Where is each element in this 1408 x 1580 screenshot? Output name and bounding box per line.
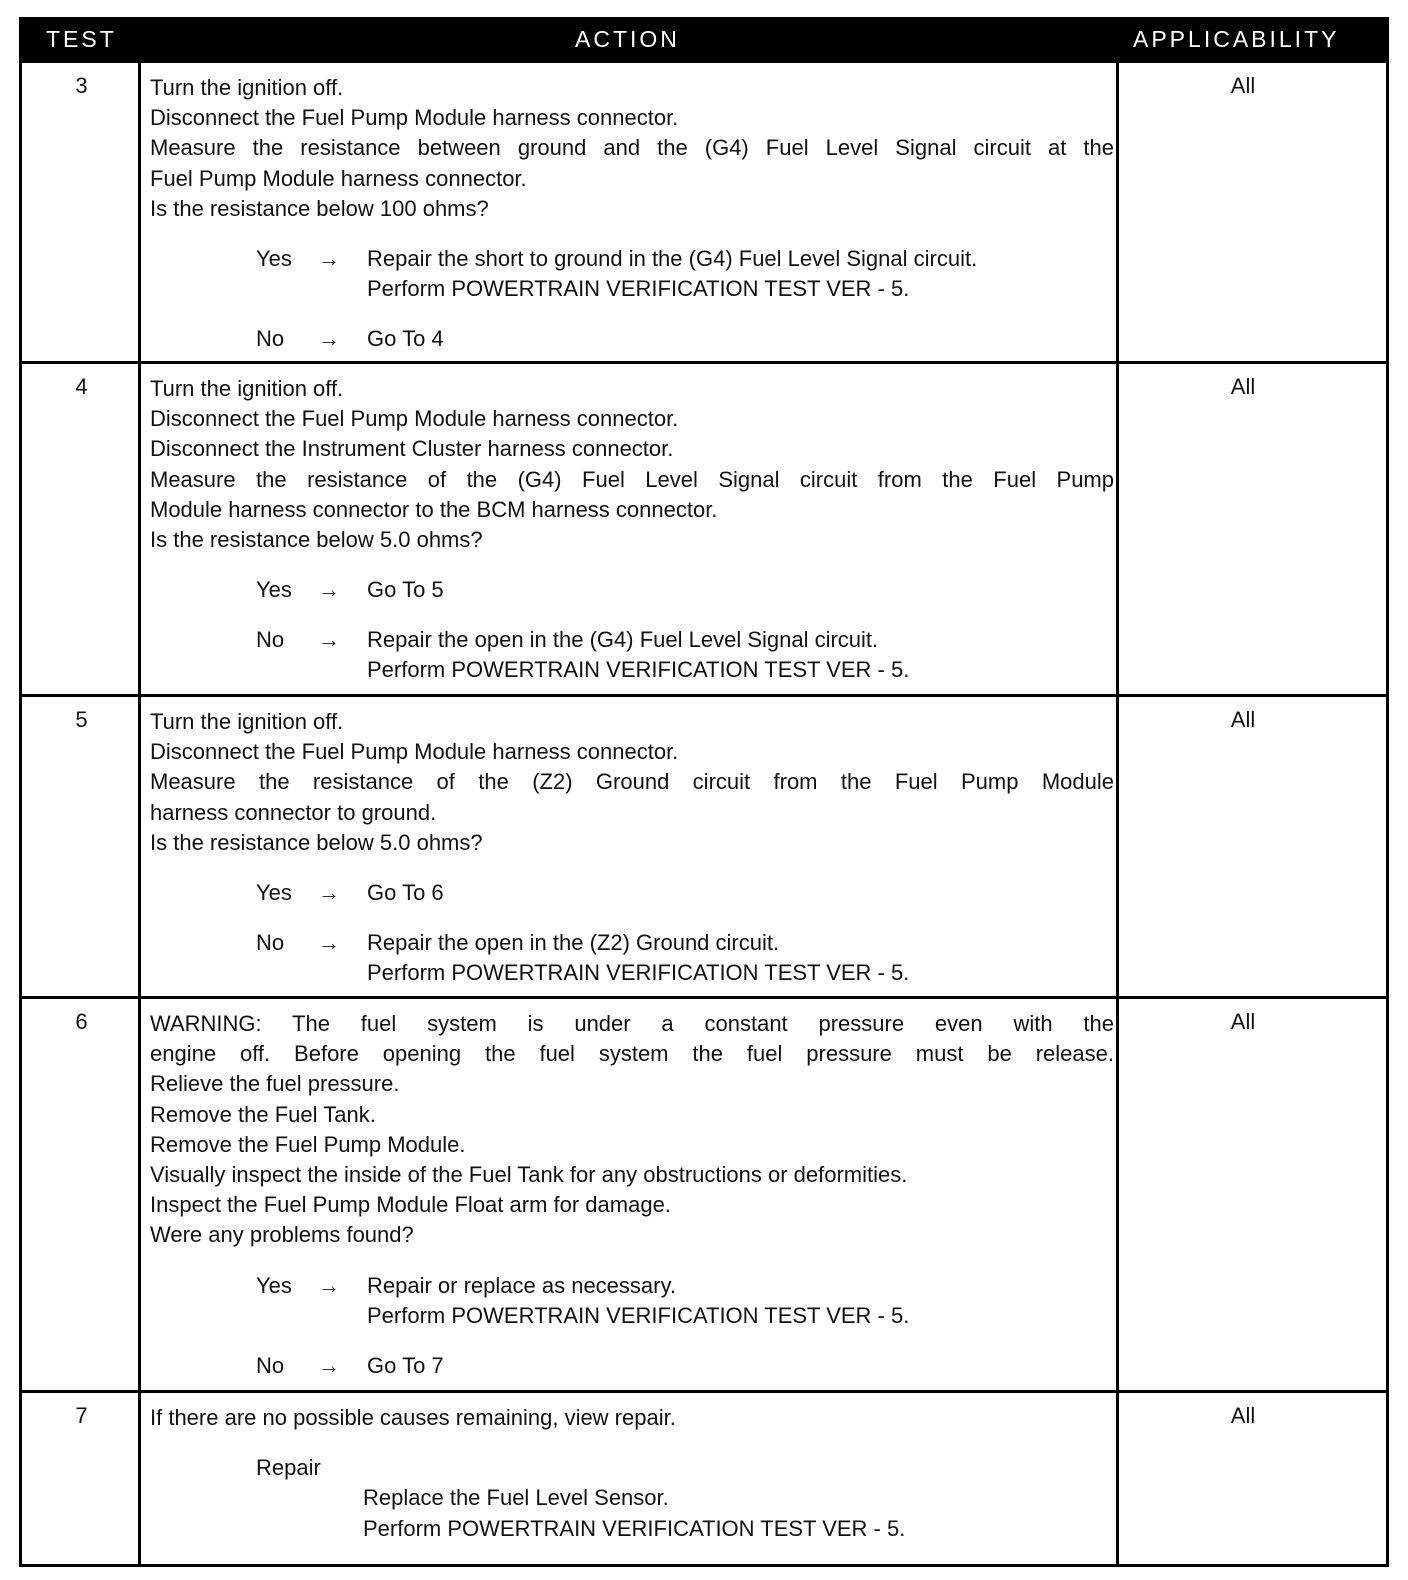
action-line: Disconnect the Fuel Pump Module harness connector. [150,406,679,432]
result-line: Perform POWERTRAIN VERIFICATION TEST VER - 5. [367,960,910,986]
header-applicability: APPLICABILITY [1133,26,1340,52]
test-number: 4 [75,374,88,399]
arrow-icon: → [318,577,340,603]
action-line: If there are no possible causes remaining, view repair. [150,1405,676,1430]
action-line: Visually inspect the inside of the Fuel Tank for any obstructions or deformities. [150,1162,908,1188]
yes-result: Go To 6 [367,880,444,906]
action-line: Measure the resistance of the (G4) Fuel Level Signal circuit from the Fuel Pump [150,466,1114,492]
action-line: Is the resistance below 5.0 ohms? [150,527,483,553]
action-line: Is the resistance below 5.0 ohms? [150,829,483,855]
arrow-icon: → [318,880,340,906]
yes-label: Yes [256,577,292,603]
test-number: 5 [75,707,88,732]
table-header [22,20,1386,60]
no-label: No [256,1352,285,1378]
arrow-icon: → [318,1352,340,1378]
result-line: Repair the open in the (G4) Fuel Level Signal circuit. [367,627,879,653]
action-line: Turn the ignition off. [150,376,344,401]
arrow-icon: → [318,326,340,352]
no-result [367,625,909,685]
action-line: engine off. Before opening the fuel system the fuel pressure must be release. [150,1041,1114,1067]
no-label: No [256,930,285,956]
action-line: Turn the ignition off. [150,709,344,734]
action-line: Remove the Fuel Tank. [150,1101,376,1127]
action-line: harness connector to ground. [150,799,437,825]
repair-line: Perform POWERTRAIN VERIFICATION TEST VER - 5. [363,1515,906,1541]
header-action: ACTION [575,26,680,52]
no-label: No [256,627,285,653]
action-line: Disconnect the Fuel Pump Module harness connector. [150,105,679,131]
column-divider-test [138,60,141,1564]
header-test: TEST [46,26,117,52]
result-line: Perform POWERTRAIN VERIFICATION TEST VER - 5. [367,276,910,302]
yes-label: Yes [256,246,292,272]
no-option [150,928,1114,988]
applicability-cell: All [1230,707,1256,732]
test-number: 6 [75,1009,88,1034]
applicability-cell: All [1230,1009,1256,1034]
action-cell [150,1009,1114,1381]
action-line: Is the resistance below 100 ohms? [150,195,489,221]
action-cell [150,73,1114,354]
action-line: Turn the ignition off. [150,75,344,100]
no-option [150,324,1114,354]
arrow-icon: → [318,246,340,272]
test-row-4 [22,361,1386,694]
yes-result: Go To 5 [367,577,444,603]
test-row-6 [22,996,1386,1390]
yes-option [150,244,1114,304]
diagnostic-test-table [19,17,1389,1567]
action-line: Module harness connector to the BCM harness connector. [150,496,718,522]
repair-instructions [150,1483,1114,1543]
action-line: Disconnect the Fuel Pump Module harness connector. [150,739,679,765]
test-row-3 [22,60,1386,361]
yes-result [367,1271,909,1331]
result-line: Repair or replace as necessary. [367,1272,676,1298]
test-row-7 [22,1390,1386,1564]
no-label: No [256,326,285,352]
test-number: 3 [75,73,88,98]
yes-option [150,878,1114,908]
repair-line: Replace the Fuel Level Sensor. [363,1485,669,1511]
action-cell [150,1403,1114,1544]
no-result [367,928,909,988]
yes-result [367,244,977,304]
applicability-cell: All [1230,1403,1256,1428]
yes-label: Yes [256,1272,292,1298]
action-line: Remove the Fuel Pump Module. [150,1131,466,1157]
applicability-cell: All [1230,73,1256,98]
action-line: Relieve the fuel pressure. [150,1071,400,1097]
arrow-icon: → [318,627,340,653]
no-result: Go To 4 [367,326,444,352]
arrow-icon: → [318,930,340,956]
action-cell [150,707,1114,988]
result-line: Repair the short to ground in the (G4) Fuel Level Signal circuit. [367,246,978,272]
action-line: Measure the resistance of the (Z2) Ground circuit from the Fuel Pump Module [150,769,1114,795]
result-line: Repair the open in the (Z2) Ground circuit. [367,930,780,956]
applicability-cell: All [1230,374,1256,399]
action-line: Inspect the Fuel Pump Module Float arm for damage. [150,1192,671,1218]
repair-label: Repair [256,1455,321,1481]
action-line: WARNING: The fuel system is under a constant pressure even with the [150,1011,1114,1036]
no-result: Go To 7 [367,1352,444,1378]
action-line: Fuel Pump Module harness connector. [150,165,527,191]
yes-label: Yes [256,880,292,906]
test-number: 7 [75,1403,88,1428]
no-option [150,625,1114,685]
arrow-icon: → [318,1272,340,1298]
yes-option [150,575,1114,605]
yes-option [150,1271,1114,1331]
test-row-5 [22,694,1386,996]
action-line: Disconnect the Instrument Cluster harness connector. [150,436,674,462]
result-line: Perform POWERTRAIN VERIFICATION TEST VER - 5. [367,657,910,683]
action-cell [150,374,1114,685]
action-line: Were any problems found? [150,1222,414,1248]
result-line: Perform POWERTRAIN VERIFICATION TEST VER - 5. [367,1302,910,1328]
column-divider-action [1116,60,1119,1564]
no-option [150,1351,1114,1381]
action-line: Measure the resistance between ground and the (G4) Fuel Level Signal circuit at the [150,135,1114,161]
